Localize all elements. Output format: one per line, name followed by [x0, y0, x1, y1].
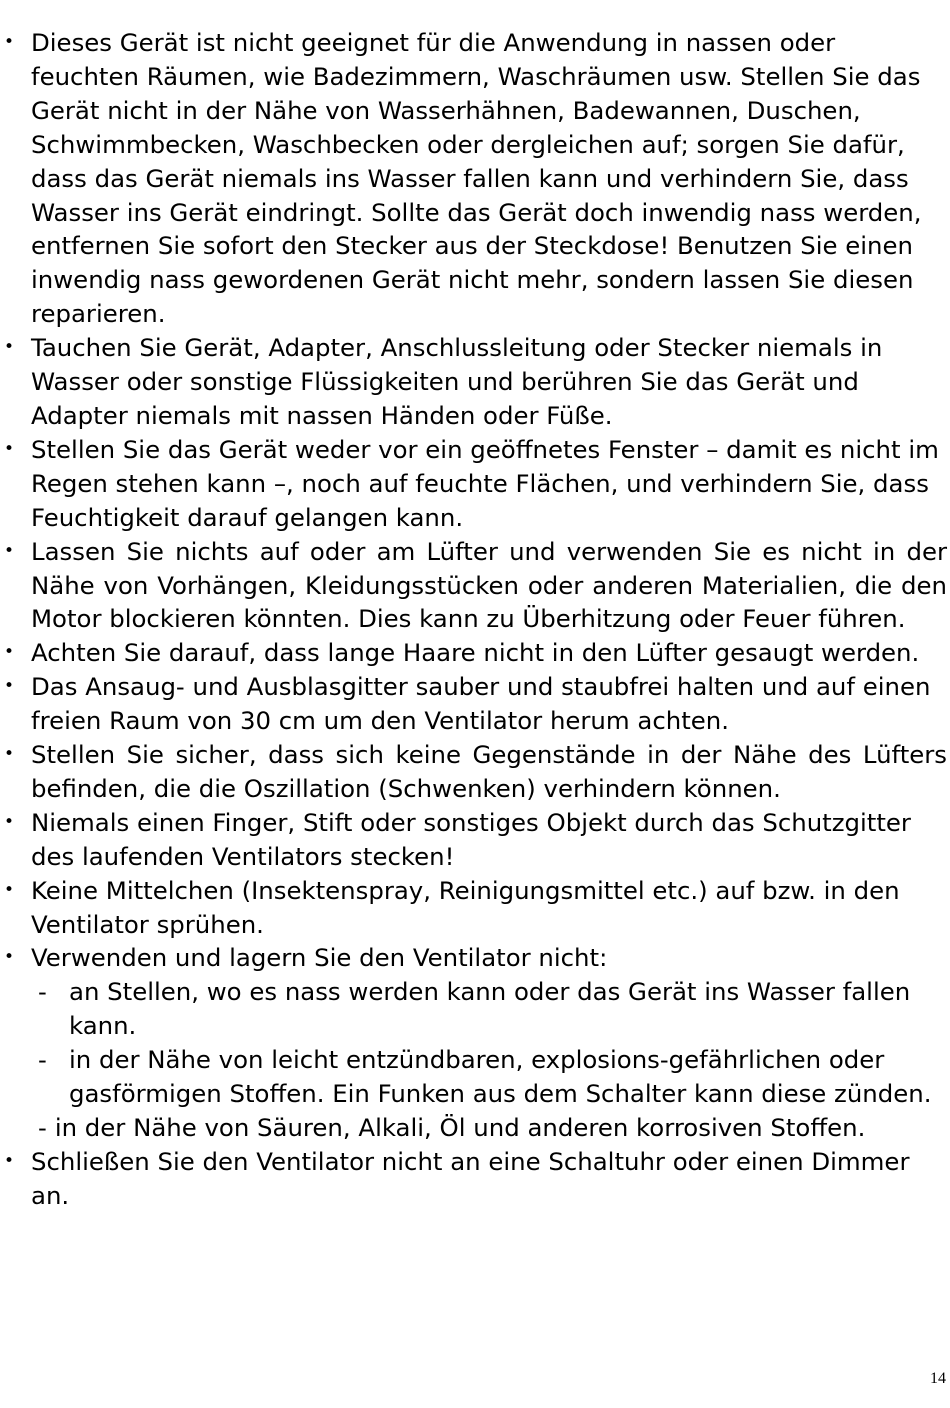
sublist-item: [31, 975, 947, 1043]
bullet-icon: •: [4, 642, 15, 663]
list-item-text: Das Ansaug- und Ausblasgitter sauber und staubfrei halten und auf einen freien Raum von 30 cm um den Ventilator herum achten.: [31, 672, 931, 736]
list-item-text: Niemals einen Finger, Stift oder sonstiges Objekt durch das Schutzgitter des laufenden Ventilators stecken!: [31, 807, 911, 871]
list-item: [4, 1145, 947, 1213]
sublist-item-text: an Stellen, wo es nass werden kann oder das Gerät ins Wasser fallen kann.: [69, 977, 911, 1041]
sublist-item: [31, 1111, 947, 1145]
bullet-icon: •: [4, 540, 15, 561]
sublist-item-text: in der Nähe von leicht entzündbaren, explosions-gefährlichen oder gasförmigen Stoffen. Ein Funken aus dem Schalter kann diese zünden.: [69, 1045, 932, 1109]
page-number: 14: [930, 1370, 946, 1387]
dash-icon: -: [38, 1113, 47, 1142]
list-item-text: Verwenden und lagern Sie den Ventilator nicht:: [31, 943, 608, 973]
bullet-icon: •: [4, 744, 15, 765]
bullet-icon: •: [4, 438, 15, 459]
list-item-text: Keine Mittelchen (Insektenspray, Reinigungsmittel etc.) auf bzw. in den Ventilator sprühen.: [31, 875, 900, 939]
sublist: [31, 975, 947, 1145]
list-item: [4, 636, 947, 670]
safety-instructions-list: [0, 26, 947, 1213]
list-item: [4, 874, 947, 942]
list-item: [4, 535, 947, 637]
list-item: [4, 806, 947, 874]
list-item: [4, 941, 947, 1144]
list-item-text: Achten Sie darauf, dass lange Haare nicht in den Lüfter gesaugt werden.: [31, 638, 920, 668]
document-page: [0, 26, 950, 1213]
bullet-icon: •: [4, 32, 15, 52]
bullet-icon: •: [4, 337, 15, 358]
list-item-text: Tauchen Sie Gerät, Adapter, Anschlussleitung oder Stecker niemals in Wasser oder sonstige Flüssigkeiten und berühren Sie das Gerät und Adapter niemals mit nassen Händen oder Füße.: [31, 333, 883, 430]
list-item: [4, 331, 947, 433]
list-item-text: Lassen Sie nichts auf oder am Lüfter und verwenden Sie es nicht in der Nähe von Vorhängen, Kleidungsstücken oder anderen Materialien, die den Motor blockieren könnten. Dies kann zu Überhitzung oder Feuer führen.: [31, 536, 947, 634]
list-item: [4, 738, 947, 806]
dash-icon: -: [38, 1045, 47, 1075]
list-item-text: Stellen Sie sicher, dass sich keine Gegenstände in der Nähe des Lüfters befinden, die die Oszillation (Schwenken) verhindern können.: [31, 740, 947, 803]
bullet-icon: •: [4, 676, 15, 697]
list-item: [4, 26, 947, 331]
dash-icon: -: [38, 977, 47, 1007]
list-item-text: Schließen Sie den Ventilator nicht an eine Schaltuhr oder einen Dimmer an.: [31, 1146, 910, 1210]
bullet-icon: •: [4, 947, 15, 968]
sublist-item: [31, 1043, 947, 1111]
list-item-text: Stellen Sie das Gerät weder vor ein geöffnetes Fenster – damit es nicht im Regen stehen kann –, noch auf feuchte Flächen, und verhindern Sie, dass Feuchtigkeit darauf gelangen kann.: [31, 434, 939, 532]
sublist-item-text: in der Nähe von Säuren, Alkali, Öl und anderen korrosiven Stoffen.: [54, 1113, 866, 1142]
list-item: [4, 670, 947, 738]
bullet-icon: •: [4, 811, 15, 832]
bullet-icon: •: [4, 1150, 15, 1171]
list-item: [4, 433, 947, 535]
bullet-icon: •: [4, 879, 15, 900]
list-item-text: Dieses Gerät ist nicht geeignet für die Anwendung in nassen oder feuchten Räumen, wie Badezimmern, Waschräumen usw. Stellen Sie das Gerät nicht in der Nähe von Wasserhähnen, Badewannen, Duschen, Schwimmbecken, Waschbecken oder dergleichen auf; sorgen Sie dafür, dass das Gerät niemals ins Wasser fallen kann und verhindern Sie, dass Wasser ins Gerät eindringt. Sollte das Gerät doch inwendig nass werden, entfernen Sie sofort den Stecker aus der Steckdose! Benutzen Sie einen inwendig nass gewordenen Gerät nicht mehr, sondern lassen Sie diesen reparieren.: [31, 28, 922, 329]
